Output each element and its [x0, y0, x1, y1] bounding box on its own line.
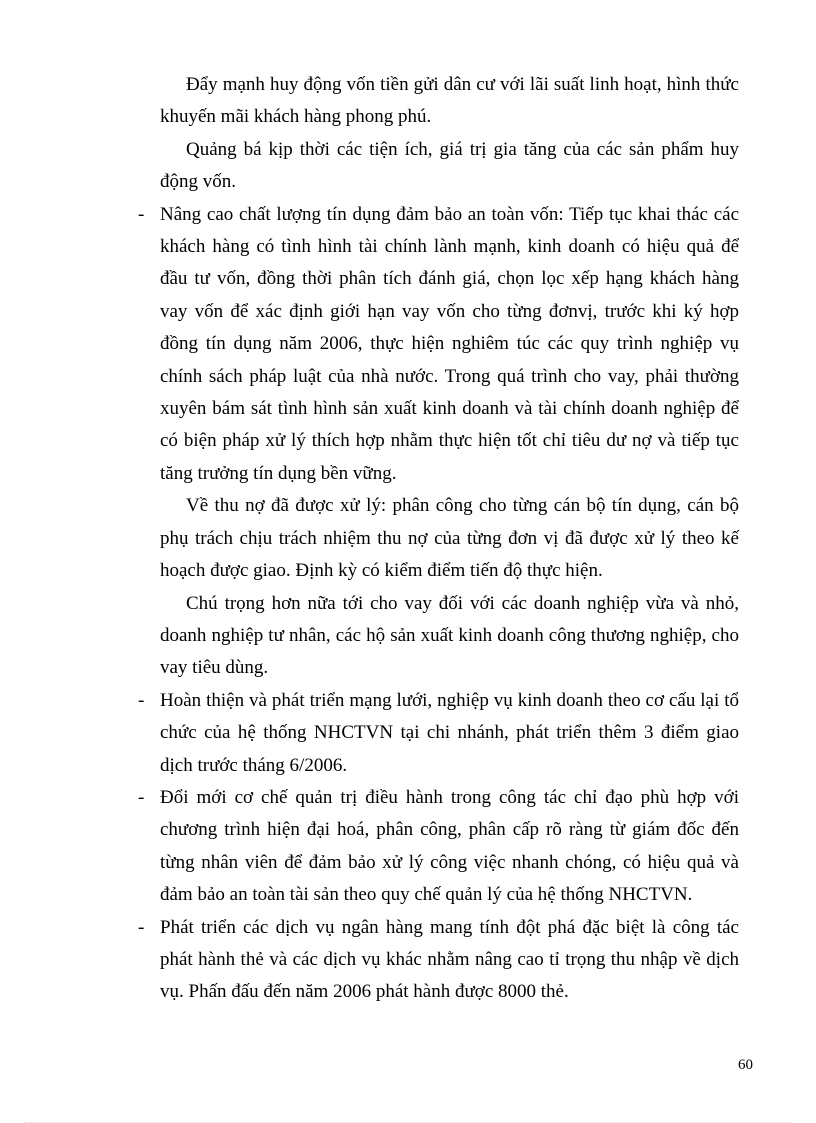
paragraph-product-promotion: Quảng bá kịp thời các tiện ích, giá trị gia tăng của các sản phẩm huy động vốn. [160, 138, 739, 193]
bullet-marker: - [138, 203, 145, 225]
bullet-network-development [138, 685, 739, 782]
paragraph-sme-lending: Chú trọng hơn nữa tới cho vay đối với các doanh nghiệp vừa và nhỏ, doanh nghiệp tư nhân, các hộ sản xuất kinh doanh công thương nghiệp, cho vay tiêu dùng. [160, 592, 739, 679]
bullet-text: Hoàn thiện và phát triển mạng lưới, nghiệp vụ kinh doanh theo cơ cấu lại tổ chức của hệ thống NHCTVN tại chi nhánh, phát triển thêm 3 điểm giao dịch trước tháng 6/2006. [160, 689, 739, 776]
paragraph-debt-collection: Về thu nợ đã được xử lý: phân công cho từng cán bộ tín dụng, cán bộ phụ trách chịu trách nhiệm thu nợ của từng đơn vị đã được xử lý theo kế hoạch được giao. Định kỳ có kiểm điểm tiến độ thực hiện. [160, 495, 739, 582]
page-number: 60 [738, 1057, 753, 1073]
bullet-management-reform [138, 782, 739, 912]
bullet-text: Nâng cao chất lượng tín dụng đảm bảo an toàn vốn: Tiếp tục khai thác các khách hàng có tình hình tài chính lành mạnh, kinh doanh có hiệu quả để đầu tư vốn, đồng thời phân tích đánh giá, chọn lọc xếp hạng khách hàng vay vốn để xác định giới hạn vay vốn cho từng đơnvị, trước khi ký hợp đồng tín dụng năm 2006, thực hiện nghiêm túc các quy trình nghiệp vụ chính sách pháp luật của nhà nước. Trong quá trình cho vay, phải thường xuyên bám sát tình hình sản xuất kinh doanh và tài chính doanh nghiệp để có biện pháp xử lý thích hợp nhằm thực hiện tốt chỉ tiêu dư nợ và tiếp tục tăng trưởng tín dụng bền vững. [160, 203, 739, 484]
bullet-text: Đổi mới cơ chế quản trị điều hành trong công tác chỉ đạo phù hợp với chương trình hiện đại hoá, phân công, phân cấp rõ ràng từ giám đốc đến từng nhân viên để đảm bảo xử lý công việc nhanh chóng, có hiệu quả và đảm bảo an toàn tài sản theo quy chế quản lý của hệ thống NHCTVN. [160, 786, 739, 906]
paragraph-deposit-mobilization: Đẩy mạnh huy động vốn tiền gửi dân cư với lãi suất linh hoạt, hình thức khuyến mãi khách hàng phong phú. [160, 74, 739, 128]
bullet-credit-quality [138, 199, 739, 491]
bullet-marker: - [138, 786, 145, 808]
bullet-marker: - [138, 689, 145, 711]
bullet-marker: - [138, 916, 145, 938]
bullet-card-services [138, 912, 739, 1009]
document-body [138, 69, 739, 1009]
bullet-text: Phát triển các dịch vụ ngân hàng mang tính đột phá đặc biệt là công tác phát hành thẻ và các dịch vụ khác nhằm nâng cao tỉ trọng thu nhập về dịch vụ. Phấn đấu đến năm 2006 phát hành được 8000 thẻ. [160, 916, 739, 1003]
